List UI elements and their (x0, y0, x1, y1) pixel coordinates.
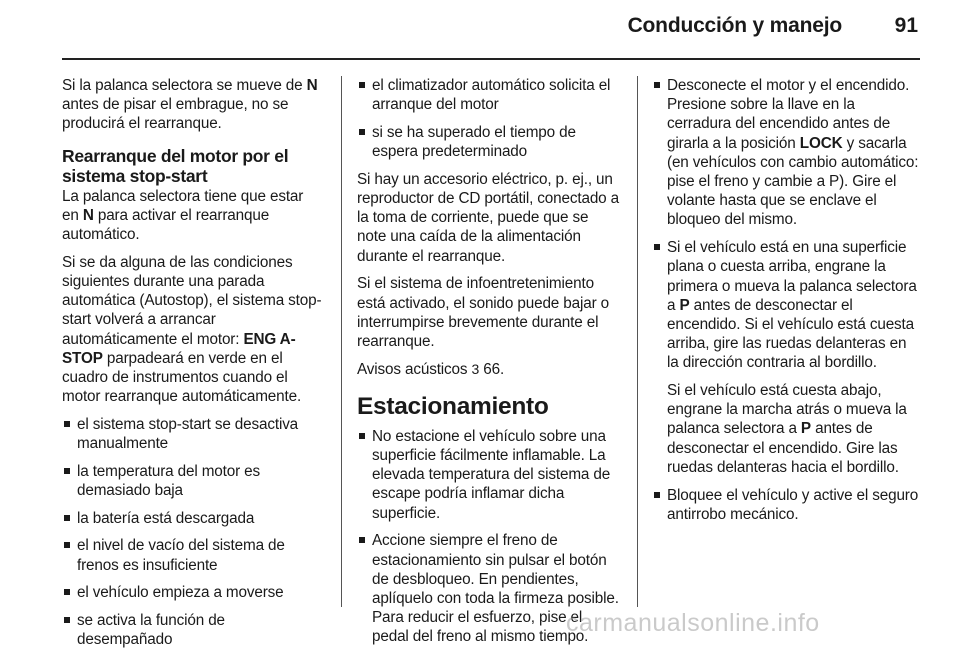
list-item: la temperatura del motor es demasiado baja (62, 462, 324, 500)
paragraph: Si hay un accesorio eléctrico, p. ej., un reproductor de CD portátil, conectado a la toma de corriente, puede que se note una caída de la alimentación durante el rearranque. (357, 170, 619, 265)
list-item: si se ha superado el tiempo de espera predeterminado (357, 123, 621, 161)
page-number: 91 (894, 14, 918, 37)
paragraph: La palanca selectora tiene que estar en N para activar el rearranque automático. (62, 187, 304, 244)
page-title: Conducción y manejo (627, 14, 842, 37)
list-item: el climatizador automático solicita el arranque del motor (357, 76, 621, 114)
list-item: Bloquee el vehículo y active el seguro antirrobo mecánico. (652, 486, 920, 524)
list-item: el vehículo empieza a moverse (62, 583, 324, 602)
paragraph: Si el sistema de infoentretenimiento está activado, el sonido puede bajar o interrumpirse brevemente durante el rearranque. (357, 275, 609, 350)
bullet-list (652, 76, 920, 373)
paragraph: Si la palanca selectora se mueve de N antes de pisar el embrague, no se producirá el rearranque. (62, 77, 318, 133)
column-divider-1 (341, 76, 342, 607)
list-item: la batería está descargada (62, 509, 324, 528)
column-2 (357, 76, 621, 655)
page-ref-arrow-icon: 3 (471, 360, 480, 377)
list-item: se activa la función de desempañado (62, 611, 324, 649)
sub-paragraph: Si el vehículo está cuesta abajo, engrane la marcha atrás o mueva la palanca selectora a P antes de desconectar el encendido. Gire las ruedas delanteras hacia el bordillo. (667, 382, 907, 476)
page-header (0, 0, 960, 60)
subheading: Rearranque del motor por el sistema stop-start (62, 145, 289, 186)
list-item: No estacione el vehículo sobre una superficie fácilmente inflamable. La elevada temperatura del sistema de escape podría inflamar dicha superficie. (357, 427, 621, 523)
column-1 (62, 76, 324, 658)
list-item: el sistema stop-start se desactiva manualmente (62, 415, 324, 453)
watermark: carmanualsonline.info (566, 609, 820, 637)
column-divider-2 (637, 76, 638, 607)
bullet-list (62, 415, 324, 650)
list-item: Desconecte el motor y el encendido. Presione sobre la llave en la cerradura del encendido antes de girarla a la posición LOCK y sacarla (en vehículos con cambio automático: pise el freno y cambie a P). Gire el volante hasta que se enclave el bloqueo del mismo. (652, 76, 920, 230)
bullet-list (652, 486, 920, 524)
column-3 (652, 76, 920, 532)
list-item: Si el vehículo está en una superficie plana o cuesta arriba, engrane la primera o mueva la palanca selectora a P antes de desconectar el encendido. Si el vehículo está cuesta arriba, gire las ruedas delanteras en la dirección contraria al bordillo. (652, 238, 920, 372)
list-item: Accione siempre el freno de estacionamiento sin pulsar el botón de desbloqueo. En pendientes, aplíquelo con toda la firmeza posible. Para reducir el esfuerzo, pise el pedal del freno al mismo tiempo. (357, 531, 621, 646)
bullet-list (357, 76, 621, 161)
section-heading: Estacionamiento (357, 392, 549, 420)
list-item: el nivel de vacío del sistema de frenos es insuficiente (62, 536, 324, 574)
paragraph: Si se da alguna de las condiciones siguientes durante una parada automática (Autostop), el sistema stop-start volverá a arrancar automáticamente el motor: ENG A-STOP parpadeará en verde en el cuadro de instrumentos cuando el motor rearranque automáticamente. (62, 253, 322, 406)
cross-reference: Avisos acústicos 3 66. (357, 360, 505, 378)
header-rule (62, 58, 920, 60)
